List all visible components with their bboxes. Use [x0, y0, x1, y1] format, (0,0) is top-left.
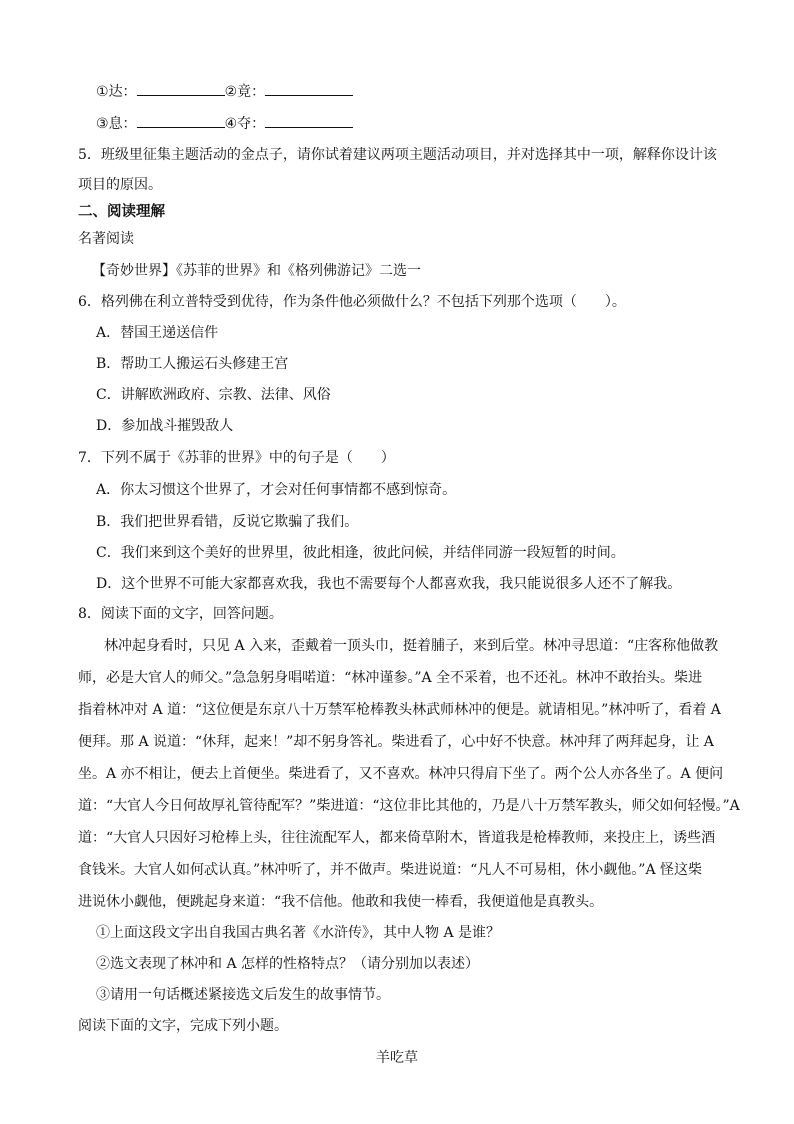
passage-line: 道：“大官人只因好习枪棒上头，往往流配军人，都来倚草附木，皆道我是枪棒教师，来投庄上，诱些酒 [78, 830, 716, 846]
q6-option-d[interactable]: D．参加战斗摧毁敌人 [96, 418, 234, 434]
q6-stem: 6．格列佛在利立普特受到优待，作为条件他必须做什么？不包括下列那个选项（ ）。 [78, 294, 626, 310]
section-subheading: 名著阅读 [78, 231, 134, 247]
passage-line: 坐。A 亦不相让，便去上首便坐。柴进看了，又不喜欢。林冲只得肩下坐了。两个公人亦各坐了。A 便问 [78, 766, 724, 782]
q8-sub-question-1: ①上面这段文字出自我国古典名著《水浒传》，其中人物 A 是谁？ [96, 925, 501, 941]
q6-option-a[interactable]: A．替国王递送信件 [96, 325, 219, 341]
answer-blank[interactable] [265, 81, 353, 96]
passage-line: 道：“大官人今日何故厚礼管待配军？”柴进道：“这位非比其他的，乃是八十万禁军教头，师父如何轻慢。”A [78, 798, 740, 814]
item-number: ④ [224, 116, 238, 132]
reading-instruction: 阅读下面的文字，完成下列小题。 [78, 1018, 288, 1034]
answer-blank[interactable] [137, 113, 225, 128]
q7-option-c[interactable]: C．我们来到这个美好的世界里，彼此相逢，彼此问候，并结伴同游一段短暂的时间。 [96, 545, 625, 561]
passage-line: 师，必是大官人的师父。”急急躬身唱喏道：“林冲谨参。”A 全不采着，也不还礼。林冲不敢抬头。柴进 [78, 670, 703, 686]
fill-in-row-2 [96, 113, 353, 134]
q7-option-d[interactable]: D．这个世界不可能大家都喜欢我，我也不需要每个人都喜欢我，我只能说很多人还不了解我。 [96, 576, 682, 592]
item-label: 竟： [237, 84, 266, 100]
passage-line: 林冲起身看时，只见 A 入来，歪戴着一顶头巾，挺着脯子，来到后堂。林冲寻思道：“庄客称他做教 [104, 638, 719, 654]
q5-text-line: 5．班级里征集主题活动的金点子，请你试着建议两项主题活动项目，并对选择其中一项，解释你设计该 [78, 147, 717, 163]
q8-stem: 8．阅读下面的文字，回答问题。 [78, 606, 283, 622]
passage-line: 食钱米。大官人如何忒认真。”林冲听了，并不做声。柴进说道：“凡人不可易相，休小觑他。”A 怪这柴 [78, 862, 703, 878]
item-number: ② [224, 84, 238, 100]
q6-option-c[interactable]: C．讲解欧洲政府、宗教、法律、风俗 [96, 387, 331, 403]
answer-blank[interactable] [137, 81, 225, 96]
passage-line: 指着林冲对 A 道：“这位便是东京八十万禁军枪棒教头林武师林冲的便是。就请相见。”林冲听了，看着 A [78, 702, 721, 718]
q8-sub-question-2: ②选文表现了林冲和 A 怎样的性格特点？（请分别加以表述） [96, 956, 480, 972]
item-label: 达： [108, 84, 137, 100]
passage-line: 进说休小觑他，便跳起身来道：“我不信他。他敢和我使一棒看，我便道他是真教头。 [78, 894, 604, 910]
answer-blank[interactable] [265, 113, 353, 128]
item-label: 夺： [237, 116, 266, 132]
q7-option-a[interactable]: A．你太习惯这个世界了，才会对任何事情都不感到惊奇。 [96, 482, 457, 498]
q7-stem: 7．下列不属于《苏菲的世界》中的句子是（ ） [78, 450, 395, 466]
passage-title: 羊吃草 [376, 1050, 418, 1066]
passage-line: 便拜。那 A 说道：“休拜，起来！”却不躬身答礼。柴进看了，心中好不快意。林冲拜了两拜起身，让 A [78, 734, 714, 750]
q5-text-line: 项目的原因。 [78, 177, 162, 193]
item-number: ① [96, 84, 109, 100]
section-heading: 二、阅读理解 [78, 204, 165, 220]
q8-sub-question-3: ③请用一句话概述紧接选文后发生的故事情节。 [96, 987, 390, 1003]
q7-option-b[interactable]: B．我们把世界看错，反说它欺骗了我们。 [96, 514, 359, 530]
item-number: ③ [96, 116, 109, 132]
item-label: 息： [108, 116, 137, 132]
fill-in-row-1 [96, 81, 353, 102]
q6-option-b[interactable]: B．帮助工人搬运石头修建王宫 [96, 356, 289, 372]
choose-one-note: 【奇妙世界】《苏菲的世界》和《格列佛游记》二选一 [92, 263, 421, 279]
